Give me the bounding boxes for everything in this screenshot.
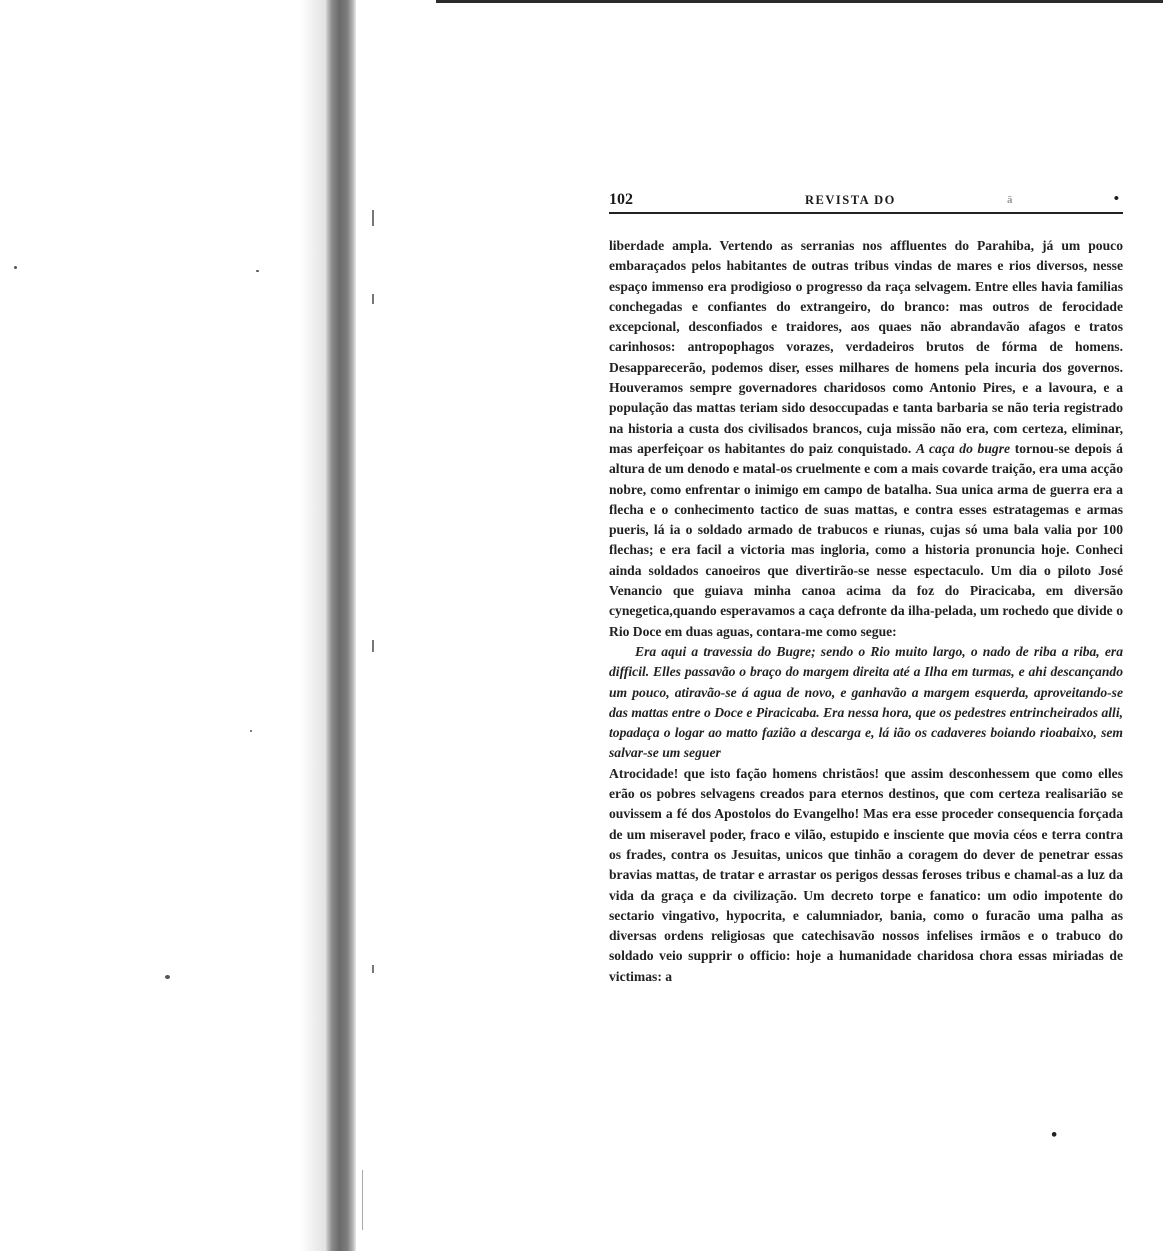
book-page bbox=[609, 190, 1123, 987]
footer-ornament: • bbox=[1050, 1128, 1059, 1143]
top-edge-rule bbox=[436, 0, 1163, 3]
header-ornament: • bbox=[1113, 191, 1119, 207]
page-header bbox=[609, 190, 1123, 214]
margin-tick bbox=[372, 294, 374, 304]
margin-tick bbox=[372, 210, 374, 226]
dust-speck bbox=[256, 270, 259, 272]
margin-tick bbox=[372, 965, 374, 973]
paragraph-text: tornou-se depois á altura de um denodo e matal-os cruelmente e com a mais covarde traição, era uma acção nobre, como enfrentar o inimigo em campo de batalha. Sua unica arma de guerra era a flecha e o conhecimento tactico de suas mattas, e contra esses estratagemas e armas pueris, lá ia o soldado armado de trabucos e riunas, cujas só uma bala valia por 100 flechas; e era facil a victoria mas ingloria, como a historia pronuncia hoje. Conheci ainda soldados canoeiros que divertirão-se nesse espectaculo. Um dia o piloto José Venancio que guiava minha canoa acima da foz do Piracicaba, em diversão cynegetica,quando esperavamos a caça defronte da ilha-pelada, um rochedo que divide o Rio Doce em duas aguas, contara-me como segue: bbox=[609, 440, 1123, 639]
italic-phrase: A caça do bugre bbox=[915, 440, 1011, 456]
faint-mark: ā bbox=[1007, 194, 1013, 206]
dust-speck bbox=[14, 266, 17, 269]
page-body bbox=[609, 236, 1123, 987]
margin-tick bbox=[372, 640, 374, 652]
gutter-shadow bbox=[300, 0, 326, 1251]
page-number: 102 bbox=[609, 191, 633, 208]
paragraph: Atrocidade! que isto fação homens christãos! que assim desconhessem que como elles erão os pobres selvagens creados para eternos destinos, que com certeza realisarião se ouvissem a fé dos Apostolos do Evangelho! Mas era esse proceder consequencia forçada de um miseravel poder, fraco e vilão, estupido e insciente que movia céos e terra contra os frades, contra os Jesuitas, unicos que tinhão a coragem do dever de penetrar essas bravias mattas, de tratar e arrastar os perigos dessas feroses tribus e chamal-as a luz da vida da graça e da civilização. Um decreto torpe e fanatico: um odio impotente do sectario vingativo, hypocrita, e calumniador, bania, como o furacão uma palha as diversas ordens religiosas que catechisavão nossos infelises irmãos e o trabuco do soldado veio supprir o officio: hoje a humanidade charidosa chora essas miriadas de victimas: a bbox=[609, 765, 1123, 984]
running-head: REVISTA DO bbox=[805, 193, 896, 207]
quoted-passage: Era aqui a travessia do Bugre; sendo o Rio muito largo, o nado de riba a riba, era difficil. Elles passavão o braço do margem direita até a Ilha em turmas, e ahi descançando um pouco, atiravão-se á agua de novo, e ganhavão a margem esquerda, aproveitando-se das mattas entre o Doce e Piracicaba. Era nessa hora, que os pedestres entrincheirados alli, topadaça o logar ao matto fazião a descarga e, lá ião os cadaveres boiando rioabaixo, sem salvar-se um seguer bbox=[609, 643, 1123, 761]
paragraph-text: liberdade ampla. Vertendo as serranias nos affluentes do Parahiba, já um pouco embaraçados pelos habitantes de outras tribus vindas de mares e rios diversos, nesse espaço immenso era prodigioso o progresso da raça selvagem. Entre elles havia familias conchegadas e confiantes do extrangeiro, do branco: mas outros de ferocidade excepcional, desconfiados e traidores, aos quaes não abrandavão afagos e tratos carinhosos: antropophagos vorazes, verdadeiros brutos de fórma de homens. Desapparecerão, podemos diser, esses milhares de homens pela incuria dos governos. Houveramos sempre governadores charidosos como Antonio Pires, e a lavoura, e a população das mattas teriam sido desoccupadas e tanta barbaria se não teria registrado na historia a custa dos civilisados brancos, cuja missão não era, com certeza, eliminar, mas aperfeiçoar os habitantes do paiz conquistado. bbox=[609, 238, 1123, 456]
dust-speck bbox=[165, 975, 170, 979]
margin-tick bbox=[362, 1170, 363, 1230]
dust-speck bbox=[250, 730, 252, 732]
book-gutter bbox=[326, 0, 356, 1251]
paragraph bbox=[609, 236, 1123, 642]
